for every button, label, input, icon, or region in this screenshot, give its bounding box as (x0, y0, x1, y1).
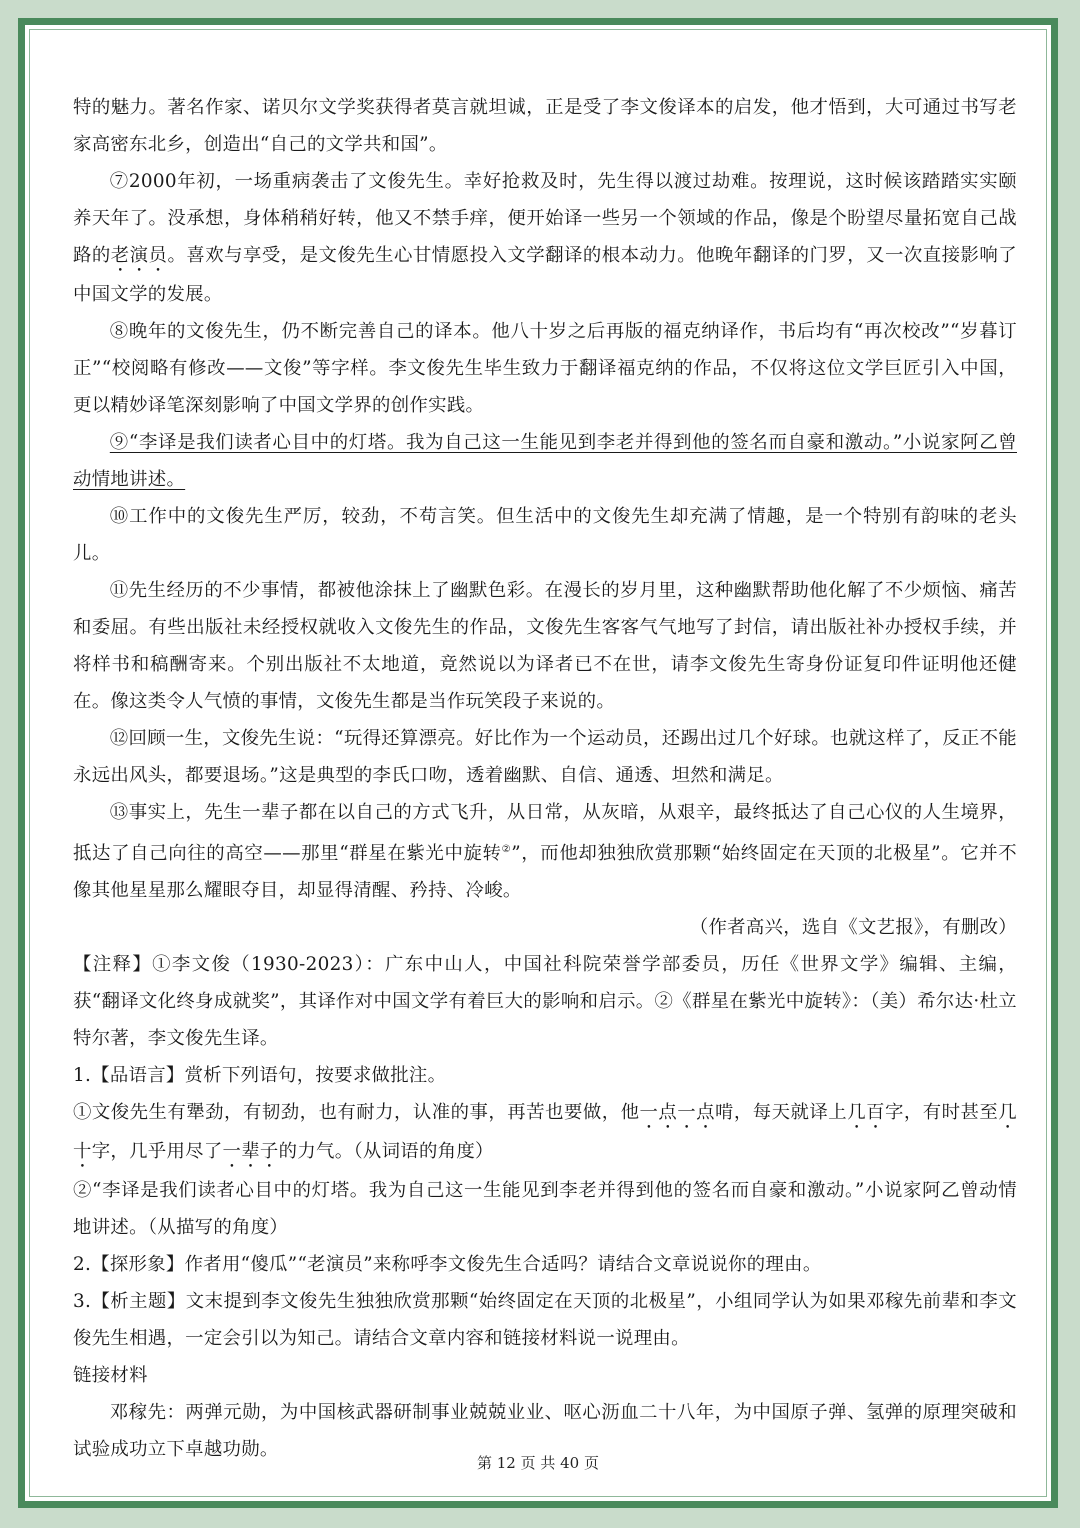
q1a-text-5: 的力气。（从词语的角度） (278, 1141, 494, 1163)
paragraph-7-text-b: 。喜欢与享受，是文俊先生心甘情愿投入文学翻译的根本动力。他晚年翻译的门罗，又一次直接影响了中国文学的发展。 (73, 245, 1017, 305)
paragraph-13-text-b: ”，而他却独独欣赏那颗“始终固定在天顶的北极星”。它并不像其他星星那么耀眼夺目，却显得清醒、矜持、冷峻。 (73, 843, 1017, 902)
q1a-text-4: 字，几乎用尽了 (91, 1141, 223, 1163)
paragraph-continued: 特的魅力。著名作家、诺贝尔文学奖获得者莫言就坦诚，正是受了李文俊译本的启发，他才悟到，大可通过书写老家高密东北乡，创造出“自己的文学共和国”。 (73, 97, 1017, 155)
question-2: 2.【探形象】作者用“傻瓜”“老演员”来称呼李文俊先生合适吗？请结合文章说说你的理由。 (73, 1254, 822, 1276)
link-material-body: 邓稼先：两弹元勋，为中国核武器研制事业兢兢业业、呕心沥血二十八年，为中国原子弹、氢弹的原理突破和试验成功立下卓越功勋。 (73, 1402, 1017, 1461)
page-number: 第 12 页 共 40 页 (476, 1454, 599, 1472)
paragraph-11: ⑪先生经历的不少事情，都被他涂抹上了幽默色彩。在漫长的岁月里，这种幽默帮助他化解了不少烦恼、痛苦和委屈。有些出版社未经授权就收入文俊先生的作品，文俊先生客客气气地写了封信，请出版社补办授权手续，并将样书和稿酬寄来。个别出版社不太地道，竟然说以为译者已不在世，请李文俊先生寄身份证复印件证明他还健在。像这类令人气愤的事情，文俊先生都是当作玩笑段子来说的。 (73, 580, 1017, 712)
page-frame (18, 18, 1058, 1508)
link-material-title: 链接材料 (73, 1365, 148, 1387)
paragraph-8: ⑧晚年的文俊先生，仍不断完善自己的译本。他八十岁之后再版的福克纳译作，书后均有“再次校改”“岁暮订正”“校阅略有修改——文俊”等字样。李文俊先生毕生致力于翻译福克纳的作品，不仅将这位文学巨匠引入中国，更以精妙译笔深刻影响了中国文学界的创作实践。 (73, 321, 1017, 416)
notes: 【注释】①李文俊（1930-2023）：广东中山人，中国社科院荣誉学部委员，历任《世界文学》编辑、主编，获“翻译文化终身成就奖”，其译作对中国文学有着巨大的影响和启示。②《群星在紫光中旋转》：（美）希尔达·杜立特尔著，李文俊先生译。 (73, 954, 1017, 1050)
paragraph-7 (73, 163, 1017, 313)
question-3: 3.【析主题】文末提到李文俊先生独独欣赏那颗“始终固定在天顶的北极星”，小组同学认为如果邓稼先前辈和李文俊先生相遇，一定会引以为知己。请结合文章内容和链接材料说一说理由。 (73, 1291, 1017, 1350)
document-body (73, 89, 1017, 1468)
paragraph-13 (73, 794, 1017, 909)
paragraph-12: ⑫回顾一生，文俊先生说：“玩得还算漂亮。好比作为一个运动员，还踢出过几个好球。也就这样了，反正不能永远出风头，都要退场。”这是典型的李氏口吻，透着幽默、自信、通透、坦然和满足。 (73, 728, 1017, 786)
paragraph-13-text-a: ⑬事实上，先生一辈子都在以自己的方式飞升，从日常，从灰暗，从艰辛，最终抵达了自己心仪的人生境界，抵达了自己向往的高空——那里“群星在紫光中旋转 (73, 802, 1017, 865)
q1a-text-1: ①文俊先生有犟劲，有韧劲，也有耐力，认准的事，再苦也要做，他 (73, 1102, 640, 1124)
q1a-emphasis-2: 几百 (847, 1102, 885, 1124)
source-credit: （作者高兴，选自《文艺报》，有删改） (689, 917, 1017, 939)
paragraph-10: ⑩工作中的文俊先生严厉，较劲，不苟言笑。但生活中的文俊先生却充满了情趣，是一个特别有韵味的老头儿。 (73, 506, 1017, 564)
q1a-emphasis-3: 几十 (73, 1102, 1017, 1163)
q1a-emphasis-4: 一辈子 (222, 1141, 279, 1163)
q1a-text-3: 字，有时甚至 (884, 1102, 999, 1124)
q1a-text-2: 啃，每天就译上 (715, 1102, 848, 1124)
q1a-emphasis-1: 一点一点 (639, 1102, 716, 1124)
footnote-marker: ② (501, 844, 512, 855)
emphasis-old-actor: 老演员 (110, 245, 168, 266)
question-1-item-b: ②“李译是我们读者心目中的灯塔。我为自己这一生能见到李老并得到他的签名而自豪和激动。”小说家阿乙曾动情地讲述。（从描写的角度） (73, 1180, 1017, 1239)
question-1-title: 1.【品语言】赏析下列语句，按要求做批注。 (73, 1065, 447, 1087)
paragraph-9-underlined: ⑨“李译是我们读者心目中的灯塔。我为自己这一生能见到李老并得到他的签名而自豪和激动。”小说家阿乙曾动情地讲述。 (73, 432, 1017, 490)
question-1-item-a (73, 1094, 1017, 1172)
paragraph-7-text-a: ⑦2000年初，一场重病袭击了文俊先生。幸好抢救及时，先生得以渡过劫难。按理说，这时候该踏踏实实颐养天年了。没承想，身体稍稍好转，他又不禁手痒，便开始译一些另一个领域的作品，像是个盼望尽量拓宽自己战路的 (73, 171, 1017, 266)
